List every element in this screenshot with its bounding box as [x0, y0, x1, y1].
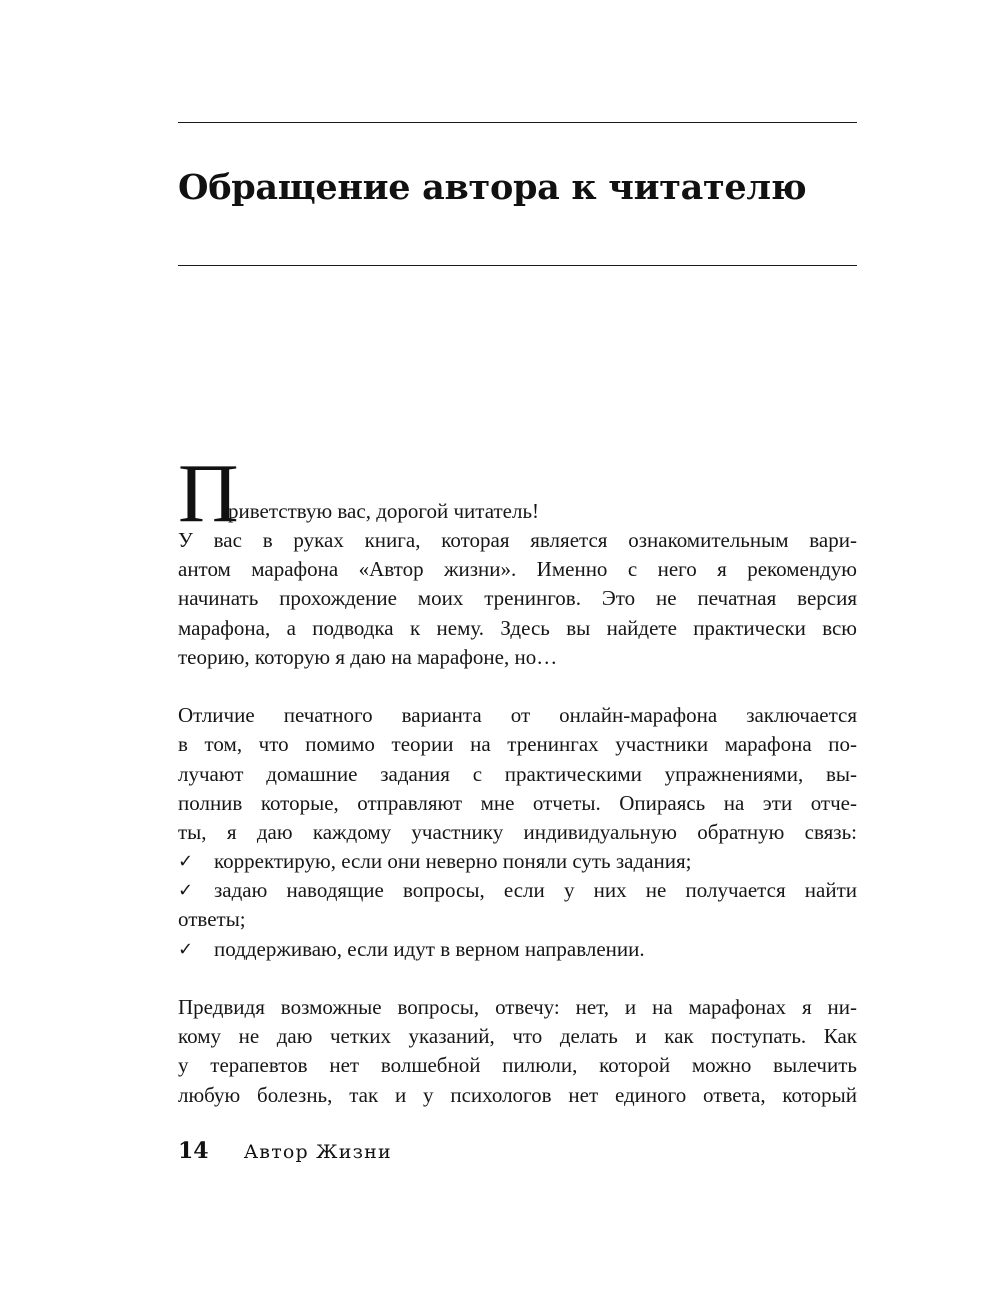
- text-line: ты, я даю каждому участнику индивидуальную обратную связь:: [178, 819, 857, 844]
- text-line: лучают домашние задания с практическими упражнениями, вы-: [178, 761, 857, 786]
- checklist-item-text: задаю наводящие вопросы, если у них не получается найти: [214, 878, 857, 903]
- text-line: любую болезнь, так и у психологов нет единого ответа, который: [178, 1082, 857, 1107]
- drop-cap: П: [178, 447, 239, 540]
- chapter-title: Обращение автора к читателю: [178, 167, 807, 208]
- checklist-item: [178, 847, 857, 876]
- checkmark-icon: ✓: [178, 851, 194, 873]
- checklist-item: [178, 876, 857, 905]
- text-line: марафона, а подводка к нему. Здесь вы найдете практически всю: [178, 615, 857, 640]
- greeting-text: риветствую вас, дорогой читатель!: [228, 499, 540, 523]
- checklist: [178, 847, 857, 964]
- text-line: теорию, которую я даю на марафоне, но…: [178, 644, 558, 669]
- running-title: Автор Жизни: [243, 1141, 392, 1163]
- page-number: 14: [178, 1138, 209, 1164]
- page-footer: [178, 1135, 392, 1167]
- body-text: [178, 447, 857, 1110]
- text-line: антом марафона «Автор жизни». Именно с него я рекомендую: [178, 557, 857, 582]
- text-line: кому не даю четких указаний, что делать и как поступать. Как: [178, 1024, 857, 1049]
- checklist-item-text: поддерживаю, если идут в верном направлении.: [214, 936, 645, 961]
- text-line: У вас в руках книга, которая является ознакомительным вари-: [178, 528, 857, 552]
- paragraph-2: [178, 701, 857, 847]
- top-rule: [178, 122, 857, 123]
- paragraph-gap: [178, 964, 857, 993]
- text-line: в том, что помимо теории на тренингах участники марафона по-: [178, 732, 857, 757]
- paragraph-gap: [178, 672, 857, 701]
- checklist-item-text: корректирую, если они неверно поняли суть задания;: [214, 849, 692, 874]
- text-line: начинать прохождение моих тренингов. Это не печатная версия: [178, 586, 857, 611]
- checklist-item: [178, 935, 857, 964]
- text-line: Отличие печатного варианта от онлайн-марафона заключается: [178, 703, 857, 728]
- checkmark-icon: ✓: [178, 938, 194, 960]
- text-line: у терапевтов нет волшебной пилюли, которой можно вылечить: [178, 1053, 857, 1078]
- bottom-rule: [178, 265, 857, 266]
- text-line: полнив которые, отправляют мне отчеты. Опираясь на эти отче-: [178, 790, 857, 815]
- text-line: Предвидя возможные вопросы, отвечу: нет, и на марафонах я ни-: [178, 995, 857, 1019]
- paragraph-1: [178, 526, 857, 672]
- paragraph-3: [178, 993, 857, 1110]
- checklist-item-continuation: ответы;: [178, 907, 246, 932]
- checkmark-icon: ✓: [178, 880, 194, 902]
